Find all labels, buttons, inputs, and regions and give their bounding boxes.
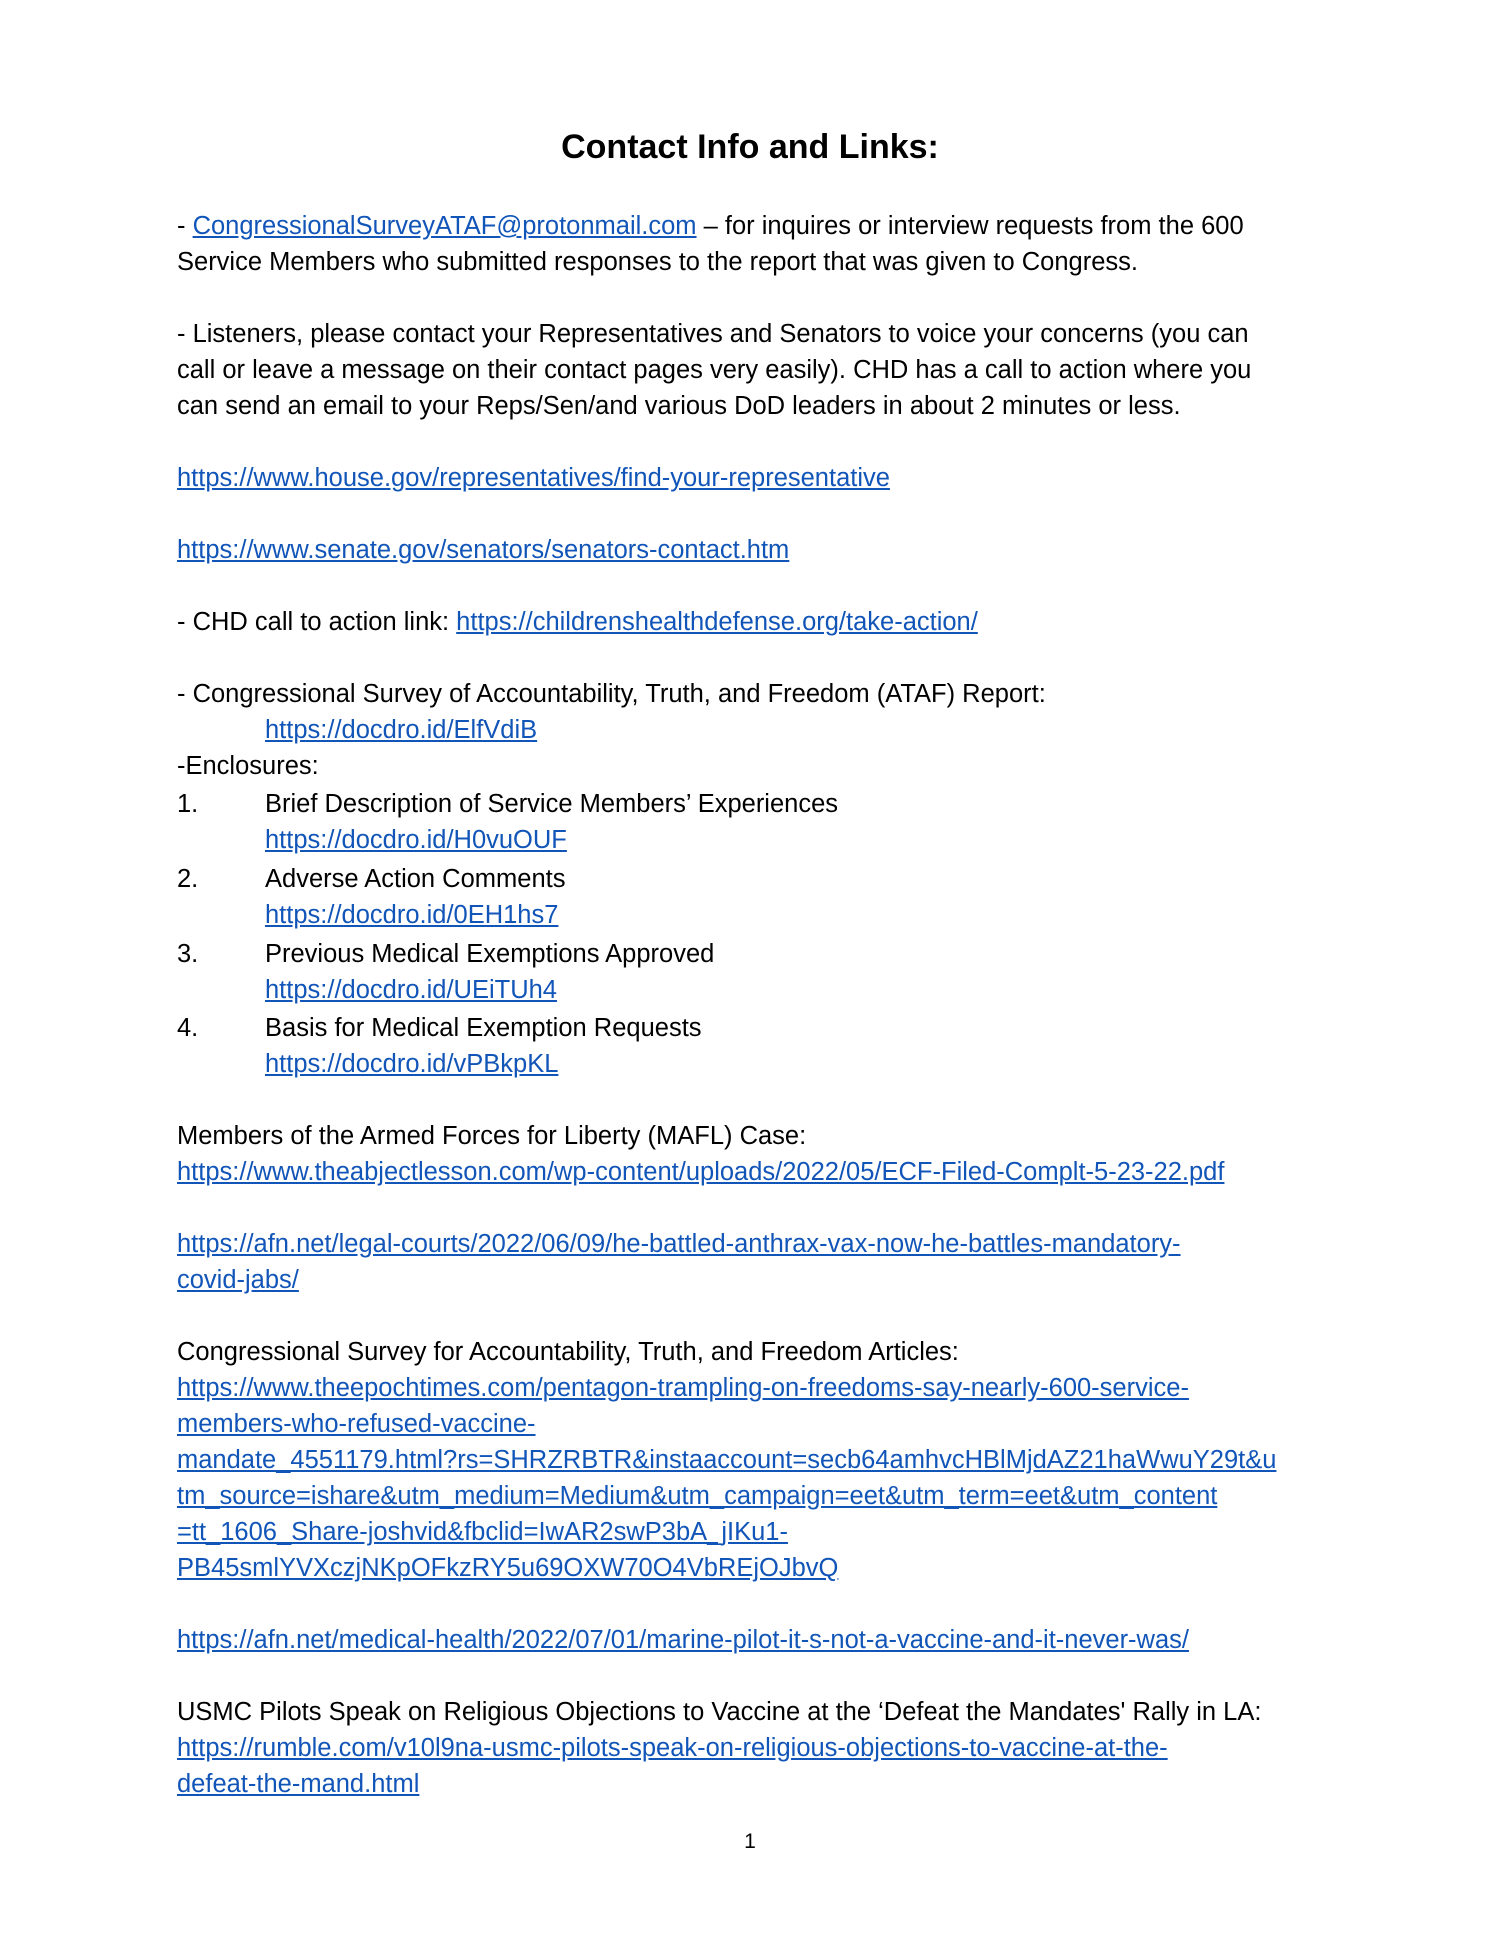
epoch-link-part-6[interactable]: PB45smlYVXczjNKpOFkzRY5u69OXW70O4VbREjOJbvQ [177,1554,839,1582]
senate-link[interactable]: https://www.senate.gov/senators/senators-contact.htm [177,536,790,564]
chd-label: - CHD call to action link: [177,608,457,636]
contact-email-link[interactable]: CongressionalSurveyATAF@protonmail.com [192,212,697,240]
enclosure-2-title: Adverse Action Comments [265,865,566,893]
listeners-line-3: can send an email to your Reps/Sen/and various DoD leaders in about 2 minutes or less. [177,392,1181,420]
enclosure-3-number: 3. [177,940,199,968]
afn-link-1-line-2 [177,1262,299,1298]
rumble-link-part-1[interactable]: https://rumble.com/v10l9na-usmc-pilots-speak-on-religious-objections-to-vaccine-at-the- [177,1734,1168,1762]
enclosure-3-title: Previous Medical Exemptions Approved [265,940,715,968]
contact-rest: – for inquires or interview requests from the 600 [696,212,1244,240]
contact-line-2: Service Members who submitted responses to the report that was given to Congress. [177,248,1138,276]
listeners-line-1: - Listeners, please contact your Representatives and Senators to voice your concerns (you can [177,320,1249,348]
afn-link-2-line [177,1622,1189,1658]
house-link-line [177,460,890,496]
mafl-link-line [177,1154,1224,1190]
house-link[interactable]: https://www.house.gov/representatives/find-your-representative [177,464,890,492]
epoch-link-part-2[interactable]: members-who-refused-vaccine- [177,1410,536,1438]
epoch-link-part-1[interactable]: https://www.theepochtimes.com/pentagon-trampling-on-freedoms-say-nearly-600-service- [177,1374,1189,1402]
epoch-link-line-2 [177,1406,536,1442]
chd-line [177,604,978,640]
enclosure-1-link-line [265,822,567,858]
afn-link-1-line-1 [177,1226,1181,1262]
usmc-label: USMC Pilots Speak on Religious Objections to Vaccine at the ‘Defeat the Mandates' Rally in LA: [177,1698,1262,1726]
afn-link-1-part-2[interactable]: covid-jabs/ [177,1266,299,1294]
enclosure-2-link-line [265,897,558,933]
afn-link-1-part-1[interactable]: https://afn.net/legal-courts/2022/06/09/he-battled-anthrax-vax-now-he-battles-mandatory- [177,1230,1181,1258]
enclosure-2-number: 2. [177,865,199,893]
mafl-label: Members of the Armed Forces for Liberty (MAFL) Case: [177,1122,807,1150]
epoch-link-line-3 [177,1442,1276,1478]
enclosure-3-link[interactable]: https://docdro.id/UEiTUh4 [265,976,557,1004]
enclosure-1-title: Brief Description of Service Members’ Experiences [265,790,839,818]
epoch-link-line-5 [177,1514,788,1550]
enclosure-4-link-line [265,1046,558,1082]
rumble-link-line-2 [177,1766,419,1802]
epoch-link-line-6 [177,1550,838,1586]
page-title: Contact Info and Links: [561,128,939,166]
enclosure-4-title: Basis for Medical Exemption Requests [265,1014,702,1042]
epoch-link-line-1 [177,1370,1189,1406]
enclosure-3-link-line [265,972,557,1008]
afn-link-2[interactable]: https://afn.net/medical-health/2022/07/01/marine-pilot-it-s-not-a-vaccine-and-it-never-was/ [177,1626,1189,1654]
rumble-link-line-1 [177,1730,1168,1766]
enclosure-4-number: 4. [177,1014,199,1042]
epoch-link-part-3[interactable]: mandate_4551179.html?rs=SHRZRBTR&instaaccount=secb64amhvcHBlMjdAZ21haWwuY29t&u [177,1446,1277,1474]
report-link-line [265,712,537,748]
enclosure-1-number: 1. [177,790,199,818]
report-link[interactable]: https://docdro.id/ElfVdiB [265,716,538,744]
contact-line-1 [177,208,1244,244]
senate-link-line [177,532,789,568]
enclosure-4-link[interactable]: https://docdro.id/vPBkpKL [265,1050,559,1078]
listeners-line-2: call or leave a message on their contact pages very easily). CHD has a call to action where you [177,356,1252,384]
mafl-link[interactable]: https://www.theabjectlesson.com/wp-content/uploads/2022/05/ECF-Filed-Complt-5-23-22.pdf [177,1158,1225,1186]
epoch-link-part-5[interactable]: =tt_1606_Share-joshvid&fbclid=IwAR2swP3bA_jIKu1- [177,1518,788,1546]
rumble-link-part-2[interactable]: defeat-the-mand.html [177,1770,420,1798]
report-label: - Congressional Survey of Accountability, Truth, and Freedom (ATAF) Report: [177,680,1046,708]
epoch-link-line-4 [177,1478,1217,1514]
articles-label: Congressional Survey for Accountability, Truth, and Freedom Articles: [177,1338,959,1366]
page-number: 1 [744,1830,756,1853]
enclosures-label: -Enclosures: [177,752,319,780]
enclosure-1-link[interactable]: https://docdro.id/H0vuOUF [265,826,567,854]
chd-link[interactable]: https://childrenshealthdefense.org/take-action/ [456,608,978,636]
contact-prefix: - [177,212,193,240]
enclosure-2-link[interactable]: https://docdro.id/0EH1hs7 [265,901,559,929]
epoch-link-part-4[interactable]: tm_source=ishare&utm_medium=Medium&utm_campaign=eet&utm_term=eet&utm_content [177,1482,1218,1510]
